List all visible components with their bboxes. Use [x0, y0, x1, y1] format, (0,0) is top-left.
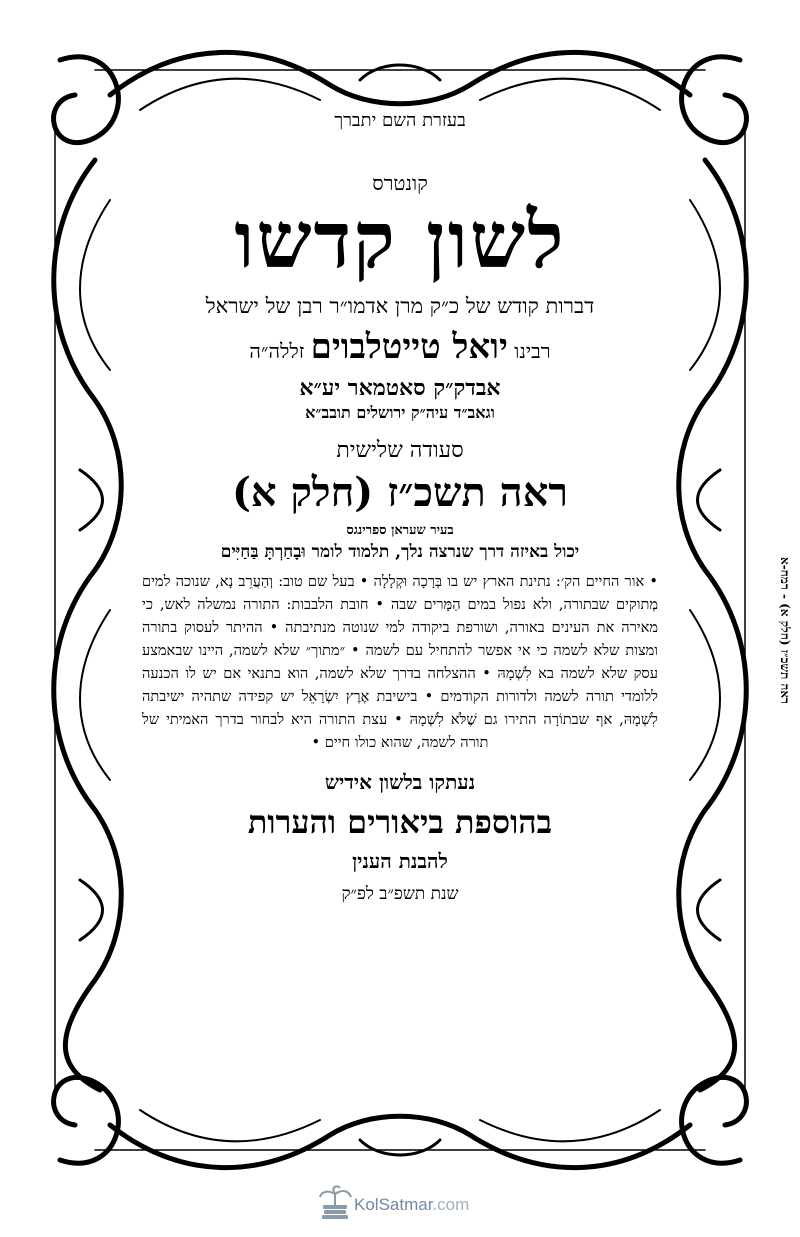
site-tld: .com	[432, 1195, 470, 1214]
summary-paragraph: • אור החיים הק׳: נתינת הארץ יש בו בְּרָכָה וּקְלָלָה • בעל שם טוב: וְהַעֲרֵב נָא, שנוכה למים מְתוקים שבתורה, ולא נפול במים הַמָּרים שבה • חובת הלבבות: התורה נמשלה לאש, כי מאירה את העינים באורה, ושורפת ביקודה למי שנוטה מנתיבתה • ההיתר לעסוק בתורה ומצות שלא לשמה כי אי אפשר להתחיל עם לשמה • ״מתוך״ שלא לשמה, היינו שבאמצע עסק שלא לשמה בא לִשְׁמָהּ • ההצלחה בדרך שלא לשמה, הוא בתנאי אם יש לו הכנעה ללומדי תורה לשמה ולדורות הקודמים • בישיבת אֶרֶץ יִשְׂרָאֵל יש קפידה שתהיה ישיבתה לִשְׁמָהּ, אף שבתוֹרָה התירו גם שֶׁלֹּא לִשְׁמָהּ • עצת התורה היא לבחור בדרך האמיתי של תורה לשמה, שהוא כולו חיים •	[142, 573, 658, 752]
dedication: בעזרת השם יתברך	[334, 110, 466, 131]
lehavanas-line: להבנת הענין	[352, 849, 448, 874]
city-line: בעיר שעראן ספרינגס	[346, 523, 454, 538]
main-title: לשון קדשו	[234, 195, 566, 286]
subtitle-verse: יכול באיזה דרך שנרצה נלך, תלמוד לומר וּבָחַרְתָּ בַּחַיִּים	[220, 542, 580, 562]
biurim-title: בהוספת ביאורים והערות	[247, 803, 553, 842]
parsha-title: ראה תשכ״ז (חלק א)	[231, 469, 569, 516]
zlh-label: זללה״ה	[249, 339, 305, 363]
yiddish-translation-line: נעתקו בלשון אידיש	[324, 770, 476, 795]
rebbe-name: יואל טייטלבוים	[310, 327, 508, 367]
side-label: ראה תשכ״ז (חלק א) - רמח-א	[778, 556, 792, 704]
site-name[interactable]	[354, 1195, 469, 1215]
title-page	[140, 110, 660, 990]
year-line: שנת תשפ״ב לפ״ק	[341, 884, 459, 905]
rabbeinu-label: רבינו	[514, 339, 551, 363]
kuntres-label: קונטרס	[372, 171, 428, 195]
av-beis-din-line: אבדק״ק סאטמאר יע״א	[299, 375, 501, 401]
site-name-main: KolSatmar	[354, 1195, 433, 1214]
divrei-kodesh-line: דברות קודש של כ״ק מרן אדמו״ר רבן של ישראל	[205, 294, 595, 318]
rebbe-line	[140, 327, 660, 367]
gav-line: וגאב״ד עיה״ק ירושלים תובב״א	[305, 403, 495, 422]
seudah-label: סעודה שלישית	[336, 438, 464, 463]
